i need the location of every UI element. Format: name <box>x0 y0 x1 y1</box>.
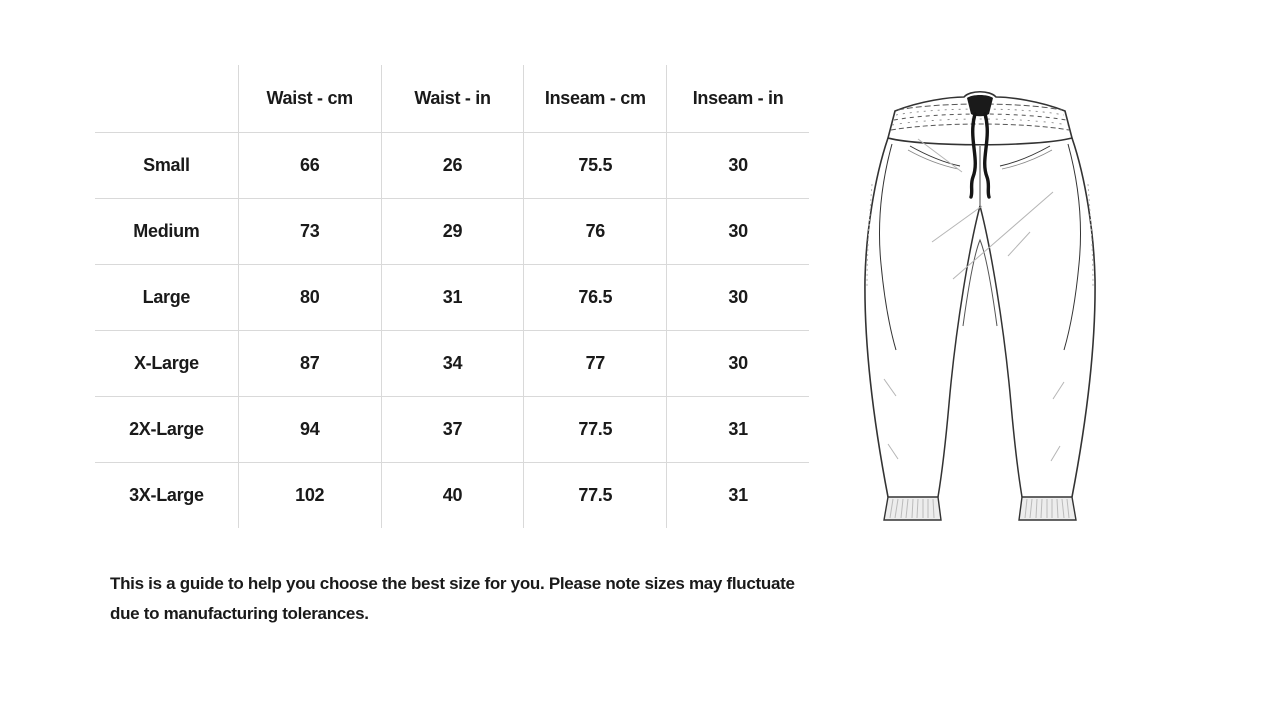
waist-in-value: 34 <box>381 331 524 396</box>
crease-left-knee <box>884 379 896 396</box>
table-row-3x-large <box>95 462 809 528</box>
inseam-in-value: 30 <box>666 133 809 198</box>
waist-in-value: 26 <box>381 133 524 198</box>
crease-left-lower <box>932 206 982 242</box>
inseam-cm-value: 76 <box>523 199 666 264</box>
size-label: 2X-Large <box>129 419 204 439</box>
inseam-in-value: 30 <box>666 199 809 264</box>
joggers-illustration <box>858 84 1102 524</box>
waist-in-value: 37 <box>381 397 524 462</box>
column-header-waist-cm: Waist - cm <box>238 65 381 132</box>
size-label: Large <box>142 287 191 307</box>
waist-cm-value: 73 <box>238 199 381 264</box>
column-header-inseam-in: Inseam - in <box>666 65 809 132</box>
inseam-in-value: 30 <box>666 331 809 396</box>
jogger-left-outseam <box>865 138 888 497</box>
size-label: 3X-Large <box>129 485 204 505</box>
crease-right-calf <box>1051 446 1060 461</box>
size-label: Small <box>143 155 190 175</box>
waist-in-value: 29 <box>381 199 524 264</box>
waist-cm-value: 66 <box>238 133 381 198</box>
crease-right-long <box>953 192 1053 279</box>
header-cell-empty <box>95 65 238 132</box>
crease-right-knee <box>1053 382 1064 399</box>
inseam-cm-value: 77.5 <box>523 397 666 462</box>
column-header-inseam-cm: Inseam - cm <box>523 65 666 132</box>
right-pocket-bag <box>1064 144 1081 350</box>
left-pocket-bag <box>879 144 896 350</box>
right-pocket-opening-stitch <box>1002 150 1052 169</box>
inseam-cm-value: 77 <box>523 331 666 396</box>
drawstring-exit <box>967 95 993 116</box>
table-header-row <box>95 65 809 132</box>
inseam-cm-value: 76.5 <box>523 265 666 330</box>
inseam-cm-value: 75.5 <box>523 133 666 198</box>
crotch-stitch-line <box>963 240 997 326</box>
size-chart-table <box>95 65 809 528</box>
waist-in-value: 40 <box>381 463 524 528</box>
crease-left-calf <box>888 444 898 459</box>
size-label: X-Large <box>133 353 199 373</box>
waist-cm-value: 102 <box>238 463 381 528</box>
column-header-waist-in: Waist - in <box>381 65 524 132</box>
jogger-right-outseam <box>1072 138 1095 497</box>
size-guide-note: This is a guide to help you choose the best size for you. Please note sizes may fluctuate due to manufacturing tolerances. <box>110 574 795 623</box>
inseam-in-value: 31 <box>666 463 809 528</box>
table-row-medium <box>95 198 809 264</box>
left-pocket-opening <box>910 146 960 166</box>
waist-in-value: 31 <box>381 265 524 330</box>
table-row-large <box>95 264 809 330</box>
waist-cm-value: 87 <box>238 331 381 396</box>
inseam-in-value: 30 <box>666 265 809 330</box>
waist-cm-value: 94 <box>238 397 381 462</box>
table-row-2x-large <box>95 396 809 462</box>
table-row-small <box>95 132 809 198</box>
right-pocket-opening <box>1000 146 1050 166</box>
inseam-in-value: 31 <box>666 397 809 462</box>
crease-right-hip <box>1008 232 1030 256</box>
size-label: Medium <box>133 221 200 241</box>
waist-cm-value: 80 <box>238 265 381 330</box>
jogger-left-inseam <box>938 206 980 497</box>
left-pocket-opening-stitch <box>908 150 958 169</box>
inseam-cm-value: 77.5 <box>523 463 666 528</box>
table-row-x-large <box>95 330 809 396</box>
